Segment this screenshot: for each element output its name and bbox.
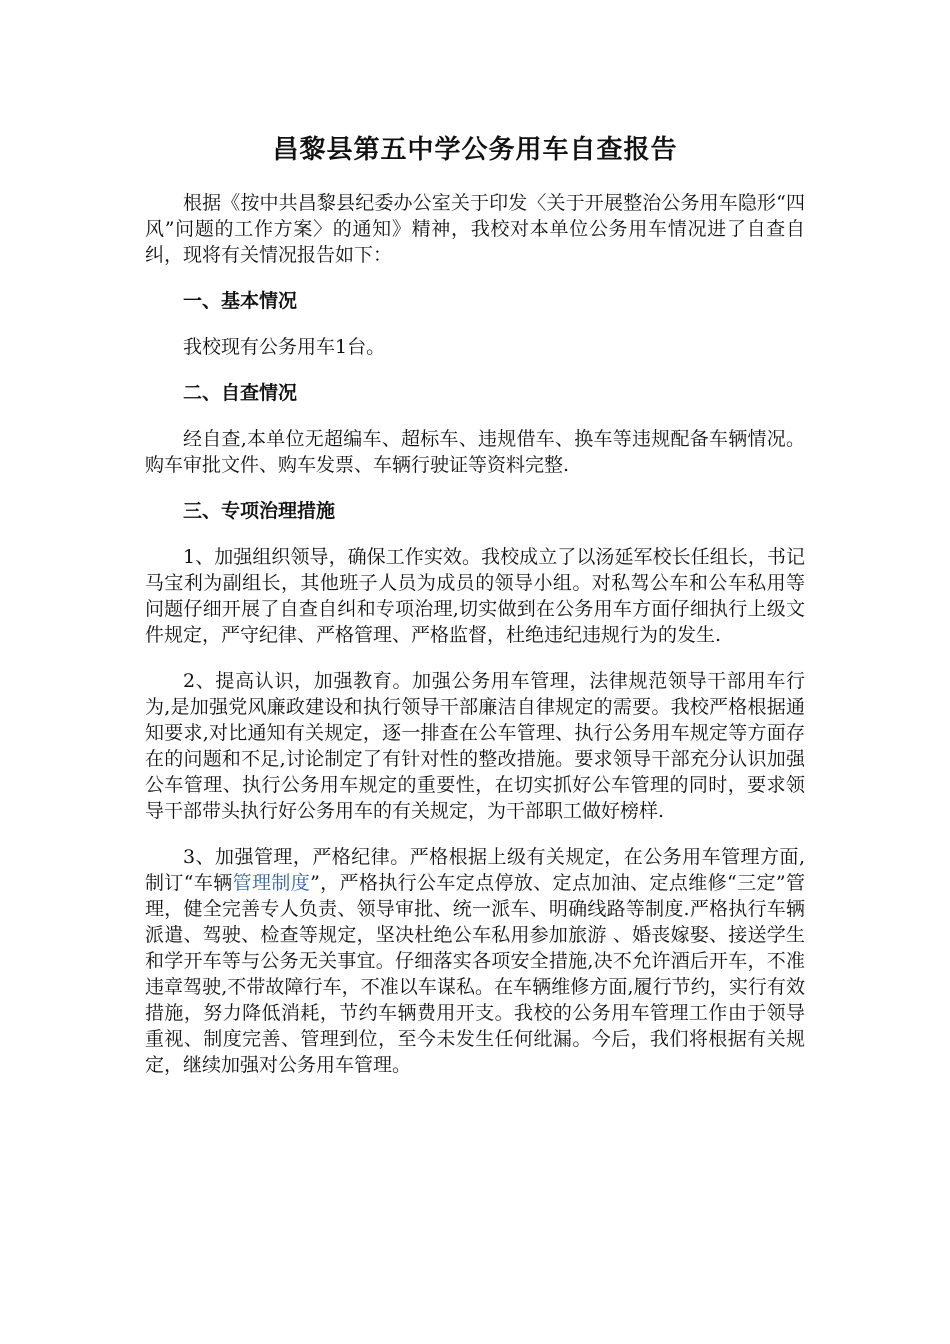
measure-item-2: 2、提高认识，加强教育。加强公务用车管理，法律规范领导干部用车行为,是加强党风廉政建设和执行领导干部廉洁自律规定的需要。我校严格根据通知要求,对比通知有关规定，逐一排查在公车管理、执行公务用车规定等方面存在的问题和不足,讨论制定了有针对性的整改措施。要求领导干部充分认识加强公车管理、执行公务用车规定的重要性，在切实抓好公车管理的同时，要求领导干部带头执行好公务用车的有关规定，为干部职工做好榜样. (145, 670, 805, 822)
section-heading-measures: 三、专项治理措施 (183, 500, 336, 522)
management-system-link[interactable]: 管理制度 (232, 872, 311, 894)
section-heading-basic: 一、基本情况 (183, 290, 298, 312)
intro-paragraph: 根据《按中共昌黎县纪委办公室关于印发〈关于开展整治公务用车隐形“四风”问题的工作方案〉的通知》精神，我校对本单位公务用车情况进了自查自纠，现将有关情况报告如下： (145, 192, 805, 266)
measure-item-1: 1、加强组织领导，确保工作实效。我校成立了以汤延军校长任组长，书记马宝利为副组长，其他班子人员为成员的领导小组。对私驾公车和公车私用等问题仔细开展了自查自纠和专项治理,切实做到在公务用车方面仔细执行上级文件规定，严守纪律、严格管理、严格监督，杜绝违纪违规行为的发生. (145, 546, 805, 646)
measure-item-3-text-b: ”，严格执行公车定点停放、定点加油、定点维修“三定”管理，健全完善专人负责、领导审批、统一派车、明确线路等制度.严格执行车辆派遣、驾驶、检查等规定，坚决杜绝公车私用参加旅游 、婚丧嫁娶、接送学生和学开车等与公务无关事宜。仔细落实各项安全措施,决不允许酒后开车，不准违章驾驶,不带故障行车，不准以车谋私。在车辆维修方面,履行节约，实行有效措施，努力降低消耗，节约车辆费用开支。我校的公务用车管理工作由于领导重视、制度完善、管理到位，至今未发生任何纰漏。今后，我们将根据有关规定，继续加强对公务用车管理。 (145, 872, 805, 1076)
self-check-paragraph: 经自查,本单位无超编车、超标车、违规借车、换车等违规配备车辆情况。购车审批文件、购车发票、车辆行驶证等资料完整. (145, 428, 805, 476)
basic-situation-paragraph: 我校现有公务用车1台。 (183, 336, 386, 358)
document-title: 昌黎县第五中学公务用车自查报告 (272, 135, 678, 165)
measure-item-3-text-a: 3、加强管理，严格纪律。严格根据上级有关规定，在公务用车管理方面,制订“车辆 (145, 846, 805, 894)
section-heading-self-check: 二、自查情况 (183, 382, 298, 404)
measure-item-3 (145, 844, 805, 1078)
document-page (145, 128, 805, 1098)
